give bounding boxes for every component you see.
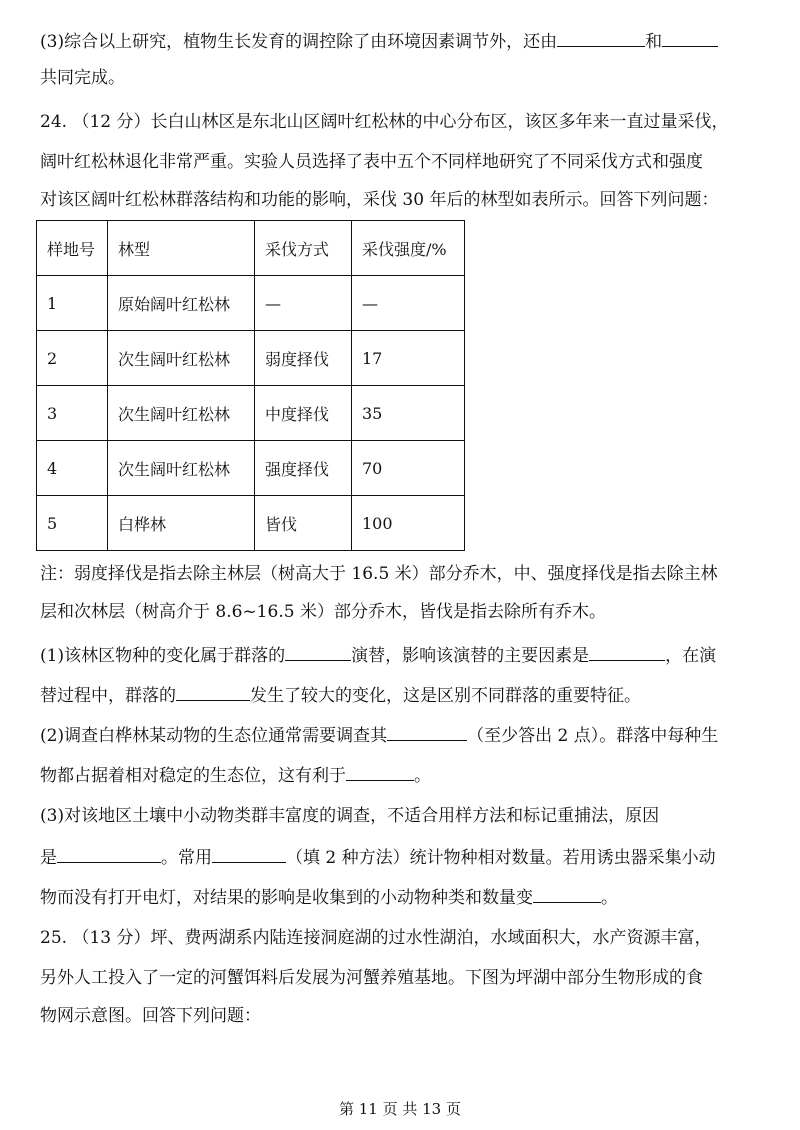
answer-blank[interactable]: [57, 844, 161, 863]
table-cell: 皆伐: [255, 496, 352, 551]
table-cell: 中度择伐: [255, 386, 352, 441]
table-header-row: [37, 221, 465, 276]
table-cell: 17: [352, 331, 465, 386]
q23-part3-line1: (3)综合以上研究，植物生长发育的调控除了由环境因素调节外，还由 和: [40, 28, 718, 54]
q24-intro-line: 24. （12 分）长白山林区是东北山区阔叶红松林的中心分布区，该区多年来一直过量采伐，: [40, 112, 729, 132]
table-cell: 次生阔叶红松林: [108, 441, 255, 496]
table-cell: 5: [37, 496, 108, 551]
answer-blank[interactable]: [346, 762, 414, 781]
table-cell: 强度择伐: [255, 441, 352, 496]
table-cell: 原始阔叶红松林: [108, 276, 255, 331]
answer-blank[interactable]: [285, 642, 351, 661]
table-row: [37, 496, 465, 551]
table-row: [37, 386, 465, 441]
q24-intro-line: 对该区阔叶红松林群落结构和功能的影响，采伐 30 年后的林型如表所示。回答下列问题：: [40, 190, 719, 210]
answer-blank[interactable]: [557, 28, 645, 47]
table-cell: 100: [352, 496, 465, 551]
table-header: 样地号: [37, 221, 108, 276]
page-number-footer: 第 11 页 共 13 页: [338, 1100, 461, 1118]
answer-blank[interactable]: [212, 844, 286, 863]
table-row: [37, 441, 465, 496]
q24-part2-line1: (2)调查白桦林某动物的生态位通常需要调查其 （至少答出 2 点）。群落中每种生: [40, 722, 718, 748]
table-cell: 4: [37, 441, 108, 496]
q24-part2-line2: 物都占据着相对稳定的生态位，这有利于 。: [40, 762, 431, 788]
q24-part3-line2: 是 。常用 （填 2 种方法）统计物种相对数量。若用诱虫器采集小动: [40, 844, 716, 870]
q25-intro-line: 25. （13 分）坪、费两湖系内陆连接洞庭湖的过水性湖泊，水域面积大，水产资源丰富，: [40, 928, 712, 948]
q24-part1-line2: 替过程中，群落的 发生了较大的变化，这是区别不同群落的重要特征。: [40, 682, 641, 708]
answer-blank[interactable]: [176, 682, 250, 701]
table-cell: 35: [352, 386, 465, 441]
table-cell: 1: [37, 276, 108, 331]
answer-blank[interactable]: [533, 884, 601, 903]
table-note-line: 注：弱度择伐是指去除主林层（树高大于 16.5 米）部分乔木，中、强度择伐是指去除主林: [40, 564, 718, 584]
table-cell: 3: [37, 386, 108, 441]
table-cell: 次生阔叶红松林: [108, 331, 255, 386]
table-cell: 70: [352, 441, 465, 496]
table-header: 林型: [108, 221, 255, 276]
table-cell: 次生阔叶红松林: [108, 386, 255, 441]
answer-blank[interactable]: [387, 722, 467, 741]
q24-part3-line3: 物而没有打开电灯，对结果的影响是收集到的小动物种类和数量变 。: [40, 884, 618, 910]
table-note-line: 层和次林层（树高介于 8.6~16.5 米）部分乔木，皆伐是指去除所有乔木。: [40, 602, 606, 622]
table-header: 采伐强度/%: [352, 221, 465, 276]
q25-intro-line: 另外人工投入了一定的河蟹饵料后发展为河蟹养殖基地。下图为坪湖中部分生物形成的食: [40, 968, 703, 988]
q24-intro-line: 阔叶红松林退化非常严重。实验人员选择了表中五个不同样地研究了不同采伐方式和强度: [40, 152, 703, 172]
forest-plot-table: [36, 220, 465, 551]
q23-part3-line2: 共同完成。: [40, 68, 125, 88]
answer-blank[interactable]: [662, 28, 718, 47]
table-cell: —: [352, 276, 465, 331]
q24-part3-line1: (3)对该地区土壤中小动物类群丰富度的调查，不适合用样方法和标记重捕法，原因: [40, 806, 660, 826]
table-cell: 2: [37, 331, 108, 386]
table-row: [37, 331, 465, 386]
table-cell: 白桦林: [108, 496, 255, 551]
table-cell: 弱度择伐: [255, 331, 352, 386]
answer-blank[interactable]: [589, 642, 665, 661]
q25-intro-line: 物网示意图。回答下列问题：: [40, 1006, 261, 1026]
q24-part1-line1: (1)该林区物种的变化属于群落的 演替，影响该演替的主要因素是 ，在演: [40, 642, 716, 668]
table-header: 采伐方式: [255, 221, 352, 276]
table-row: [37, 276, 465, 331]
table-cell: —: [255, 276, 352, 331]
